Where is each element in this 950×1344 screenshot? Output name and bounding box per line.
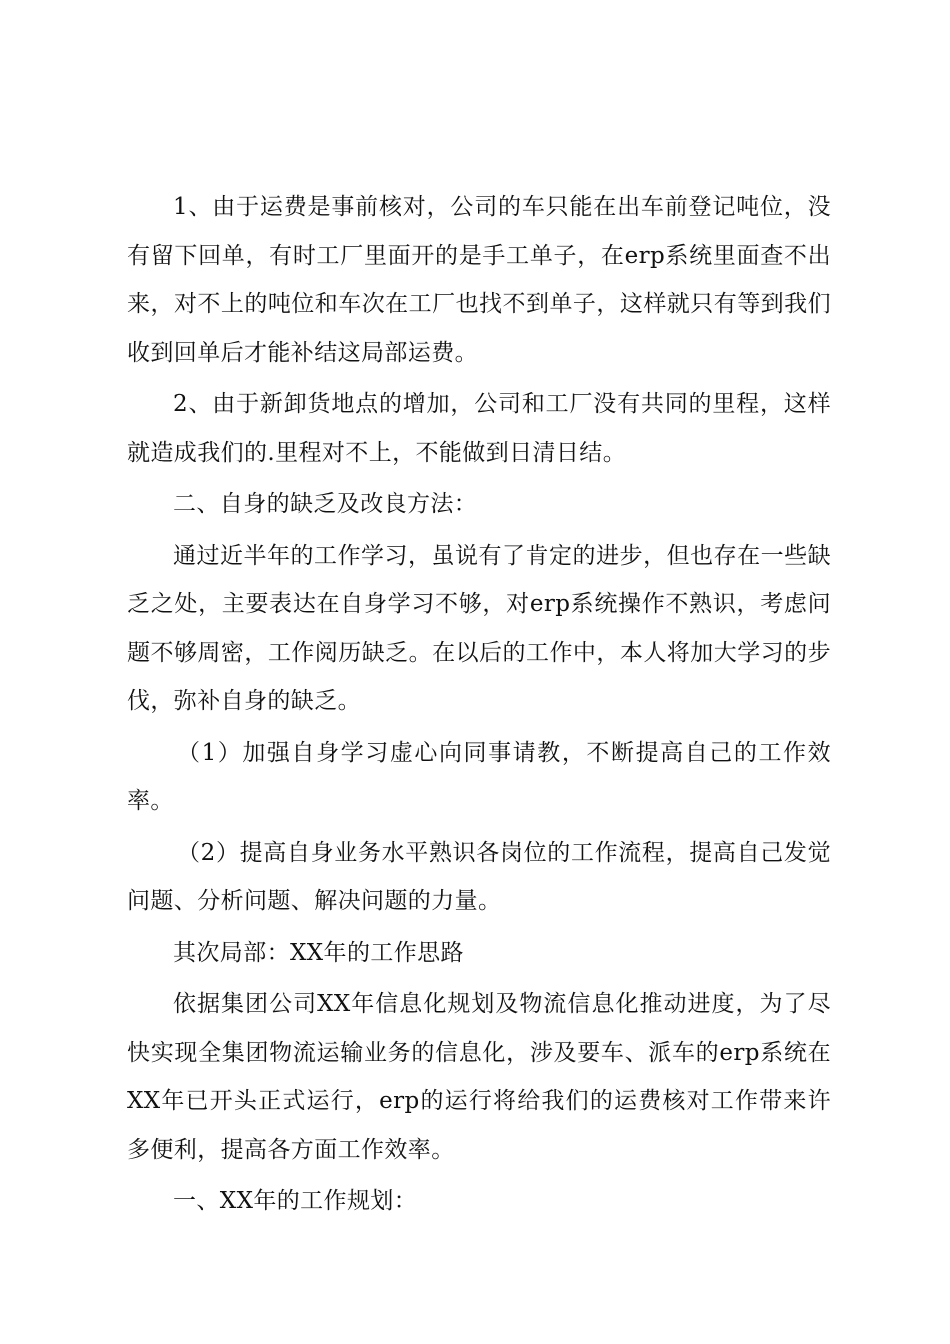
paragraph-informatization: 依据集团公司XX年信息化规划及物流信息化推动进度，为了尽快实现全集团物流运输业务的信息化，涉及要车、派车的erp系统在XX年已开头正式运行，erp的运行将给我们的运费核对工作带来许多便利，提高各方面工作效率。 <box>127 991 831 1163</box>
list-item-improve-skills: （2）提高自身业务水平熟识各岗位的工作流程，提高自己发觉问题、分析问题、解决问题的力量。 <box>127 839 831 914</box>
heading-work-plan: 一、XX年的工作规划： <box>173 1188 418 1214</box>
list-item-improve-learning: （1）加强自身学习虚心向同事请教，不断提高自己的工作效率。 <box>127 739 831 814</box>
paragraph-freight-verification: 1、由于运费是事前核对，公司的车只能在出车前登记吨位，没有留下回单，有时工厂里面开的是手工单子，在erp系统里面查不出来，对不上的吨位和车次在工厂也找不到单子，这样就只有等到我们收到回单后才能补结这局部运费。 <box>127 194 831 366</box>
paragraph-unloading-locations: 2、由于新卸货地点的增加，公司和工厂没有共同的里程，这样就造成我们的.里程对不上，不能做到日清日结。 <box>127 391 831 466</box>
document-body <box>127 183 831 1226</box>
paragraph-self-assessment: 通过近半年的工作学习，虽说有了肯定的进步，但也存在一些缺乏之处，主要表达在自身学习不够，对erp系统操作不熟识，考虑问题不够周密，工作阅历缺乏。在以后的工作中，本人将加大学习的步伐，弥补自身的缺乏。 <box>127 542 831 714</box>
heading-next-year-plan: 其次局部：XX年的工作思路 <box>173 939 464 966</box>
heading-shortcomings: 二、自身的缺乏及改良方法： <box>173 491 478 517</box>
